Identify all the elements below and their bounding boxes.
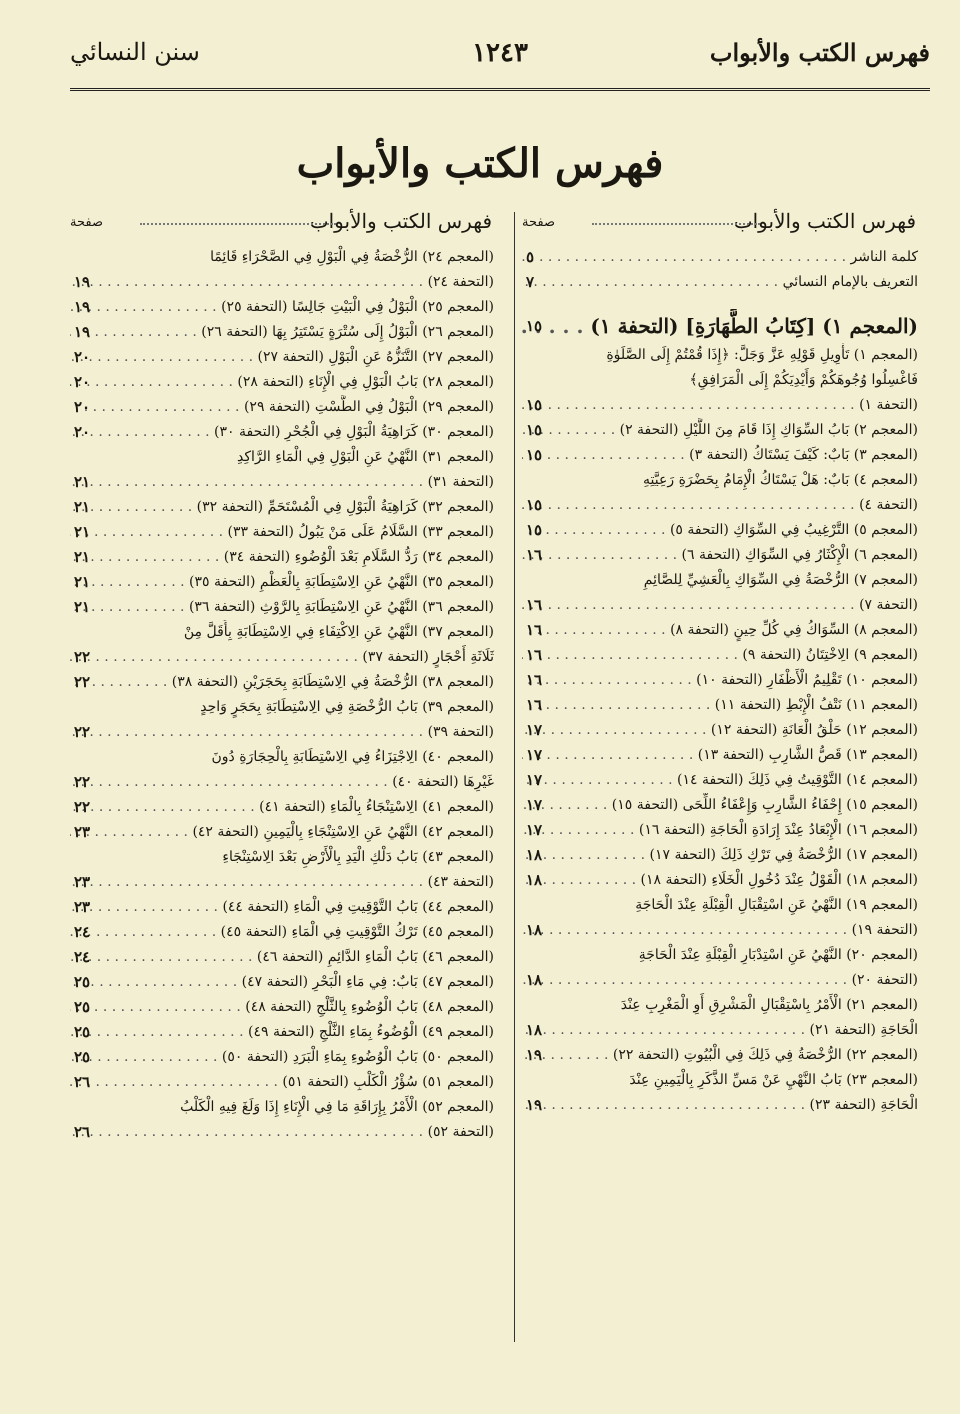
toc-entry[interactable] <box>522 618 930 643</box>
toc-entry-title: (المعجم ١) تَأْوِيلِ قَوْلِهِ عَزَّ وَجَلَّ: ﴿إِذَا قُمْتُمْ إِلَى الصَّلَوٰةِ <box>606 347 918 363</box>
toc-entry-page-number: ٢٢ <box>74 723 91 741</box>
toc-entry-title: (المعجم ٣) بَابٌ: كَيْفَ يَسْتَاكُ (التحفة ٣) . . . <box>522 443 930 468</box>
toc-entry-page-number: ١٩ <box>526 1096 543 1114</box>
toc-entry-continuation: (التحفة ١٩) . . . <box>522 918 930 943</box>
toc-entry-page-number: ٥ <box>526 248 535 266</box>
toc-entry-title: (المعجم ١٧) الرُّخْصَةُ فِي تَرْكِ ذَلِكَ (التحفة ١٧) . . . <box>522 843 930 868</box>
toc-entry-title: (المعجم ٣٩) بَابُ الرُّخْصَةِ فِي الِاسْتِطَابَةِ بِحَجَرٍ وَاحِدٍ <box>200 699 494 715</box>
toc-entry-page-number: ١٨ <box>526 846 543 864</box>
column-header-dots <box>592 223 760 225</box>
toc-entry-title: (المعجم ٤٨) بَابُ الْوُضُوءِ بِالثَّلْجِ (التحفة ٤٨) . . . <box>70 995 506 1020</box>
toc-entry[interactable] <box>70 1020 506 1045</box>
toc-entry[interactable] <box>522 768 930 793</box>
toc-entry-continuation: الْحَاجَةِ (التحفة ٢٣) . . . <box>522 1093 930 1118</box>
toc-entry-title: (المعجم ٥١) سُؤْرُ الْكَلْبِ (التحفة ٥١) . . . <box>70 1070 506 1095</box>
toc-entry-title: (المعجم ١٤) التَّوْقِيتُ فِي ذَلِكَ (التحفة ١٤) . . . <box>522 768 930 793</box>
toc-entry[interactable] <box>522 1043 930 1068</box>
toc-entry-title: (المعجم ٥٠) بَابُ الْوُضُوءِ بِمَاءِ الْبَرَدِ (التحفة ٥٠) . . . <box>70 1045 506 1070</box>
toc-entry-page-number: ٢١ <box>74 573 91 591</box>
column-header <box>522 205 930 245</box>
toc-entry[interactable] <box>70 370 506 395</box>
toc-entry-continuation: ثَلَاثَةِ أَحْجَارٍ (التحفة ٣٧) . . . <box>70 645 506 670</box>
toc-entry[interactable] <box>70 745 506 795</box>
toc-entry-continuation: (التحفة ٤) . . . <box>522 493 930 518</box>
toc-entry-title: (المعجم ٢٧) التَّنَزُّهُ عَنِ الْبَوْلِ (التحفة ٢٧) . . . <box>70 345 506 370</box>
column-divider <box>514 212 515 1342</box>
column-header-page-label: صفحة <box>70 215 103 230</box>
toc-entry[interactable] <box>522 668 930 693</box>
toc-entry-continuation: (التحفة ٧) . . . <box>522 593 930 618</box>
toc-entry-continuation: (التحفة ٥٢) . . . <box>70 1120 506 1145</box>
toc-entry-title: (المعجم ٣٦) النَّهْيُ عَنِ الِاسْتِطَابَةِ بِالرَّوْثِ (التحفة ٣٦) . . . <box>70 595 506 620</box>
toc-entry-page-number: ١٦ <box>526 621 543 639</box>
toc-entry-page-number: ٢١ <box>74 473 91 491</box>
toc-entry-page-number: ١٧ <box>526 796 543 814</box>
toc-entry-page-number: ١٥ <box>526 396 543 414</box>
toc-entry[interactable] <box>70 1045 506 1070</box>
toc-entry-page-number: ١٨ <box>526 971 543 989</box>
toc-entry-title: (المعجم ٤١) الِاسْتِنْجَاءُ بِالْمَاءِ (التحفة ٤١) . . . <box>70 795 506 820</box>
toc-entry-title: كلمة الناشر . . . <box>522 245 930 270</box>
toc-entry[interactable] <box>70 670 506 695</box>
toc-entry-page-number: ٢٣ <box>74 898 91 916</box>
toc-entry-title: (المعجم ٥٢) الْأَمْرُ بِإِرَاقَةِ مَا فِي الْإِنَاءِ إِذَا وَلَغَ فِيهِ الْكَلْبُ <box>180 1099 494 1115</box>
toc-entry[interactable] <box>70 570 506 595</box>
toc-book-heading[interactable] <box>522 309 930 343</box>
toc-entry[interactable] <box>522 1068 930 1118</box>
toc-entry-page-number: ١٨ <box>526 1021 543 1039</box>
toc-entry-page-number: ٢٢ <box>74 773 91 791</box>
toc-entry[interactable] <box>70 245 506 295</box>
toc-entry[interactable] <box>522 818 930 843</box>
toc-entry[interactable] <box>70 395 506 420</box>
toc-entry[interactable] <box>70 295 506 320</box>
toc-entry-title: (المعجم ٢٨) بَابُ الْبَوْلِ فِي الْإِنَاءِ (التحفة ٢٨) . . . <box>70 370 506 395</box>
toc-entry-page-number: ٢٠ <box>74 423 91 441</box>
toc-entry[interactable] <box>522 993 930 1043</box>
toc-entry[interactable] <box>522 443 930 468</box>
toc-entry[interactable] <box>522 843 930 868</box>
toc-entry-page-number: ٢٠ <box>74 373 91 391</box>
toc-entry-page-number: ١٥ <box>526 421 543 439</box>
column-header-page-label: صفحة <box>522 215 555 230</box>
toc-entry[interactable] <box>522 868 930 893</box>
toc-entry-page-number: ١٦ <box>526 596 543 614</box>
toc-entry[interactable] <box>70 620 506 670</box>
section-gap <box>522 295 930 309</box>
toc-list-right <box>522 245 930 1118</box>
toc-entry-page-number: ٢٤ <box>74 948 91 966</box>
toc-entry-page-number: ١٧ <box>526 821 543 839</box>
toc-entry[interactable] <box>522 643 930 668</box>
index-column-right <box>522 205 930 1335</box>
toc-entry-page-number: ١٥ <box>526 496 543 514</box>
toc-entry-title: (المعجم ٣٧) النَّهْيُ عَنِ الِاكْتِفَاءِ فِي الِاسْتِطَابَةِ بِأَقَلَّ مِنْ <box>183 624 494 640</box>
toc-entry-page-number: ٢٥ <box>74 1023 91 1041</box>
toc-entry-title: (المعجم ٤٩) الْوُضُوءُ بِمَاءِ الثَّلْجِ (التحفة ٤٩) . . . <box>70 1020 506 1045</box>
toc-entry-page-number: ١٥ <box>526 521 543 539</box>
page-title: فهرس الكتب والأبواب <box>296 140 664 187</box>
toc-entry[interactable] <box>70 1095 506 1145</box>
toc-entry-title: (المعجم ١٣) قَصُّ الشَّارِبِ (التحفة ١٣) . . . <box>522 743 930 768</box>
toc-entry-page-number: ١٨ <box>526 871 543 889</box>
toc-entry-title: (المعجم ٢٥) الْبَوْلُ فِي الْبَيْتِ جَالِسًا (التحفة ٢٥) . . . <box>70 295 506 320</box>
toc-entry-page-number: ٢١ <box>74 598 91 616</box>
toc-entry-title: (المعجم ٣٤) رَدُّ السَّلَامِ بَعْدَ الْوُضُوءِ (التحفة ٣٤) . . . <box>70 545 506 570</box>
toc-entry-title: التعريف بالإمام النسائي . . . <box>522 270 930 295</box>
toc-entry-title: (المعجم ٣٢) كَرَاهِيَةُ الْبَوْلِ فِي الْمُسْتَحَمِّ (التحفة ٣٢) . . . <box>70 495 506 520</box>
toc-entry-title: (المعجم ٣٣) السَّلَامُ عَلَى مَنْ يَبُولُ (التحفة ٣٣) . . . <box>70 520 506 545</box>
toc-entry-page-number: ١٦ <box>526 671 543 689</box>
toc-entry-page-number: ٢٢ <box>74 648 91 666</box>
toc-entry-page-number: ٧ <box>526 273 535 291</box>
toc-entry[interactable] <box>70 795 506 820</box>
toc-entry[interactable] <box>522 568 930 618</box>
toc-entry-page-number: ٢٥ <box>74 1048 91 1066</box>
page-number: ١٢٤٣ <box>472 38 528 68</box>
toc-entry[interactable] <box>522 418 930 443</box>
toc-entry-page-number: ٢٠ <box>74 348 91 366</box>
toc-entry[interactable] <box>70 845 506 895</box>
toc-entry-title: (المعجم ٩) الِاخْتِتَانُ (التحفة ٩) . . . <box>522 643 930 668</box>
toc-entry[interactable] <box>70 445 506 495</box>
toc-entry-title: (المعجم ٤٣) بَابُ دَلْكِ الْيَدِ بِالْأَرْضِ بَعْدَ الِاسْتِنْجَاءِ <box>222 849 494 865</box>
toc-entry[interactable] <box>522 468 930 518</box>
column-header <box>70 205 506 245</box>
toc-entry-page-number: ٢٣ <box>74 823 91 841</box>
toc-entry-title: (المعجم ٤) بَابٌ: هَلْ يَسْتَاكُ الْإِمَامُ بِحَضْرَةِ رَعِيَّتِهِ <box>643 472 918 488</box>
toc-entry-title: (المعجم ٢٤) الرُّخْصَةُ فِي الْبَوْلِ فِي الصَّحْرَاءِ قَائِمًا <box>210 249 494 265</box>
toc-entry-page-number: ١٧ <box>526 721 543 739</box>
toc-entry[interactable] <box>70 920 506 945</box>
toc-entry-title: (المعجم ٤٧) بَابٌ: فِي مَاءِ الْبَحْرِ (التحفة ٤٧) . . . <box>70 970 506 995</box>
toc-entry[interactable] <box>522 270 930 295</box>
toc-entry-page-number: ١٦ <box>526 646 543 664</box>
toc-entry-continuation: (التحفة ٣١) . . . <box>70 470 506 495</box>
running-header-section-title: فهرس الكتب والأبواب <box>709 38 930 67</box>
toc-entry-page-number: ١٧ <box>526 746 543 764</box>
toc-entry-title: (المعجم ١٨) الْقَوْلُ عِنْدَ دُخُولِ الْخَلَاءِ (التحفة ١٨) . . . <box>522 868 930 893</box>
toc-entry[interactable] <box>70 420 506 445</box>
toc-entry-page-number: ١٨ <box>526 921 543 939</box>
toc-entry[interactable] <box>70 695 506 745</box>
toc-entry-title: (المعجم ١) [كِتَابُ الطَّهَارَةِ] (التحفة ١) . . . <box>522 309 930 343</box>
toc-entry[interactable] <box>522 518 930 543</box>
toc-entry[interactable] <box>70 495 506 520</box>
toc-entry-page-number: ١٦ <box>526 546 543 564</box>
toc-entry-page-number: ٢٢ <box>74 798 91 816</box>
toc-entry-page-number: ٢٦ <box>74 1073 91 1091</box>
toc-entry[interactable] <box>70 345 506 370</box>
toc-entry-page-number: ٢٥ <box>74 973 91 991</box>
toc-entry-title: (المعجم ٤٢) النَّهْيُ عَنِ الِاسْتِنْجَاءِ بِالْيَمِينِ (التحفة ٤٢) . . . <box>70 820 506 845</box>
toc-entry-title: (المعجم ٧) الرُّخْصَةُ فِي السِّوَاكِ بِالْعَشِيِّ لِلصَّائِمِ <box>643 572 918 588</box>
toc-entry[interactable] <box>522 543 930 568</box>
toc-entry-title: (المعجم ٤٠) الِاجْتِزَاءُ فِي الِاسْتِطَابَةِ بِالْحِجَارَةِ دُونَ <box>211 749 494 765</box>
toc-entry-page-number: ١٦ <box>526 696 543 714</box>
toc-entry-page-number: ٢١ <box>74 523 91 541</box>
toc-entry-title: (المعجم ٦) الْإِكْثَارُ فِي السِّوَاكِ (التحفة ٦) . . . <box>522 543 930 568</box>
toc-entry-continuation: غَيْرِهَا (التحفة ٤٠) . . . <box>70 770 506 795</box>
toc-entry-page-number: ٢٦ <box>74 1123 91 1141</box>
toc-entry-page-number: ٢٤ <box>74 923 91 941</box>
toc-entry-title: (المعجم ٢٣) بَابُ النَّهْيِ عَنْ مَسِّ الذَّكَرِ بِالْيَمِينِ عِنْدَ <box>629 1072 918 1088</box>
toc-entry-page-number: ٢٥ <box>74 998 91 1016</box>
column-header-title: فهرس الكتب والأبواب <box>733 209 916 233</box>
toc-entry[interactable] <box>70 995 506 1020</box>
toc-entry-page-number: ٢١ <box>74 548 91 566</box>
toc-entry[interactable] <box>70 820 506 845</box>
toc-entry-page-number: ٢٣ <box>74 873 91 891</box>
toc-entry-page-number: ١٥ <box>526 446 543 464</box>
toc-entry[interactable] <box>70 545 506 570</box>
toc-entry-continuation: فَاغْسِلُوا وُجُوهَكُمْ وَأَيْدِيَكُمْ إِلَى الْمَرَافِقِ﴾ <box>689 372 918 388</box>
toc-entry-title: (المعجم ٨) السِّوَاكُ فِي كُلِّ حِينٍ (التحفة ٨) . . . <box>522 618 930 643</box>
column-header-dots <box>140 223 336 225</box>
toc-entry-title: (المعجم ١٢) حَلْقُ الْعَانَةِ (التحفة ١٢) . . . <box>522 718 930 743</box>
toc-entry-title: (المعجم ٢٩) الْبَوْلُ فِي الطَّسْتِ (التحفة ٢٩) . . . <box>70 395 506 420</box>
toc-entry-page-number: ١٩ <box>74 298 91 316</box>
toc-entry-title: (المعجم ١٦) الْإِبْعَادُ عِنْدَ إِرَادَةِ الْحَاجَةِ (التحفة ١٦) . . . <box>522 818 930 843</box>
toc-entry[interactable] <box>522 893 930 943</box>
toc-entry[interactable] <box>70 320 506 345</box>
toc-entry[interactable] <box>522 693 930 718</box>
toc-entry-title: (المعجم ١١) نَتْفُ الْإِبْطِ (التحفة ١١) . . . <box>522 693 930 718</box>
toc-entry-page-number: ٢٠ <box>74 398 91 416</box>
toc-entry[interactable] <box>70 945 506 970</box>
toc-entry-continuation: (التحفة ٢٤) . . . <box>70 270 506 295</box>
toc-entry-title: (المعجم ٢٢) الرُّخْصَةُ فِي ذَلِكَ فِي الْبُيُوتِ (التحفة ٢٢) . . . <box>522 1043 930 1068</box>
toc-entry-title: (المعجم ٤٥) تَرْكُ التَّوْقِيتِ فِي الْمَاءِ (التحفة ٤٥) . . . <box>70 920 506 945</box>
toc-entry[interactable] <box>70 595 506 620</box>
toc-entry-title: (المعجم ٢٠) النَّهْيُ عَنِ اسْتِدْبَارِ الْقِبْلَةِ عِنْدَ الْحَاجَةِ <box>638 947 918 963</box>
toc-entry-title: (المعجم ٤٤) بَابُ التَّوْقِيتِ فِي الْمَاءِ (التحفة ٤٤) . . . <box>70 895 506 920</box>
toc-entry-title: (المعجم ١٩) النَّهْيُ عَنِ اسْتِقْبَالِ الْقِبْلَةِ عِنْدَ الْحَاجَةِ <box>635 897 918 913</box>
toc-entry-page-number: ١٥ <box>526 317 543 335</box>
toc-entry-title: (المعجم ٢٦) الْبَوْلُ إِلَى سُتْرَةٍ يَسْتَتِرُ بِهَا (التحفة ٢٦) . . . <box>70 320 506 345</box>
toc-entry[interactable] <box>70 520 506 545</box>
toc-entry-continuation: الْحَاجَةِ (التحفة ٢١) . . . <box>522 1018 930 1043</box>
running-header-book-title: سنن النسائي <box>70 38 200 66</box>
toc-entry[interactable] <box>522 793 930 818</box>
toc-entry[interactable] <box>522 718 930 743</box>
toc-entry-title: (المعجم ١٠) تَقْلِيمُ الْأَظْفَارِ (التحفة ١٠) . . . <box>522 668 930 693</box>
toc-entry-title: (المعجم ١٥) إِحْفَاءُ الشَّارِبِ وَإِعْفَاءُ اللِّحَى (التحفة ١٥) . . . <box>522 793 930 818</box>
toc-entry-continuation: (التحفة ٤٣) . . . <box>70 870 506 895</box>
toc-entry-continuation: (التحفة ٢٠) . . . <box>522 968 930 993</box>
toc-entry-title: (المعجم ٣٠) كَرَاهِيَةُ الْبَوْلِ فِي الْجُحْرِ (التحفة ٣٠) . . . <box>70 420 506 445</box>
toc-entry-page-number: ١٧ <box>526 771 543 789</box>
toc-entry-continuation: (التحفة ١) . . . <box>522 393 930 418</box>
toc-entry[interactable] <box>70 970 506 995</box>
toc-entry-title: (المعجم ٥) التَّرْغِيبُ فِي السِّوَاكِ (التحفة ٥) . . . <box>522 518 930 543</box>
toc-entry-title: (المعجم ٤٦) بَابُ الْمَاءِ الدَّائِمِ (التحفة ٤٦) . . . <box>70 945 506 970</box>
toc-list-left <box>70 245 506 1145</box>
toc-entry[interactable] <box>522 343 930 418</box>
toc-entry[interactable] <box>70 895 506 920</box>
toc-entry[interactable] <box>70 1070 506 1095</box>
toc-entry-title: (المعجم ٣١) النَّهْيُ عَنِ الْبَوْلِ فِي الْمَاءِ الرَّاكِدِ <box>236 449 494 465</box>
toc-entry-page-number: ١٩ <box>74 323 91 341</box>
toc-entry[interactable] <box>522 245 930 270</box>
running-header <box>70 30 930 91</box>
toc-entry-continuation: (التحفة ٣٩) . . . <box>70 720 506 745</box>
toc-entry-page-number: ١٩ <box>526 1046 543 1064</box>
toc-entry[interactable] <box>522 743 930 768</box>
column-header-title: فهرس الكتب والأبواب <box>309 209 492 233</box>
toc-entry-page-number: ٢٢ <box>74 673 91 691</box>
toc-entry-page-number: ١٩ <box>74 273 91 291</box>
index-column-left <box>70 205 506 1335</box>
toc-entry-page-number: ٢١ <box>74 498 91 516</box>
toc-entry-title: (المعجم ٢) بَابُ السِّوَاكِ إِذَا قَامَ مِنَ اللَّيْلِ (التحفة ٢) . . . <box>522 418 930 443</box>
toc-entry-title: (المعجم ٣٨) الرُّخْصَةُ فِي الِاسْتِطَابَةِ بِحَجَرَيْنِ (التحفة ٣٨) . . . <box>70 670 506 695</box>
toc-entry[interactable] <box>522 943 930 993</box>
toc-entry-title: (المعجم ٢١) الْأَمْرُ بِاسْتِقْبَالِ الْمَشْرِقِ أَوِ الْمَغْرِبِ عِنْدَ <box>620 997 918 1013</box>
toc-entry-title: (المعجم ٣٥) النَّهْيُ عَنِ الِاسْتِطَابَةِ بِالْعَظْمِ (التحفة ٣٥) . . . <box>70 570 506 595</box>
